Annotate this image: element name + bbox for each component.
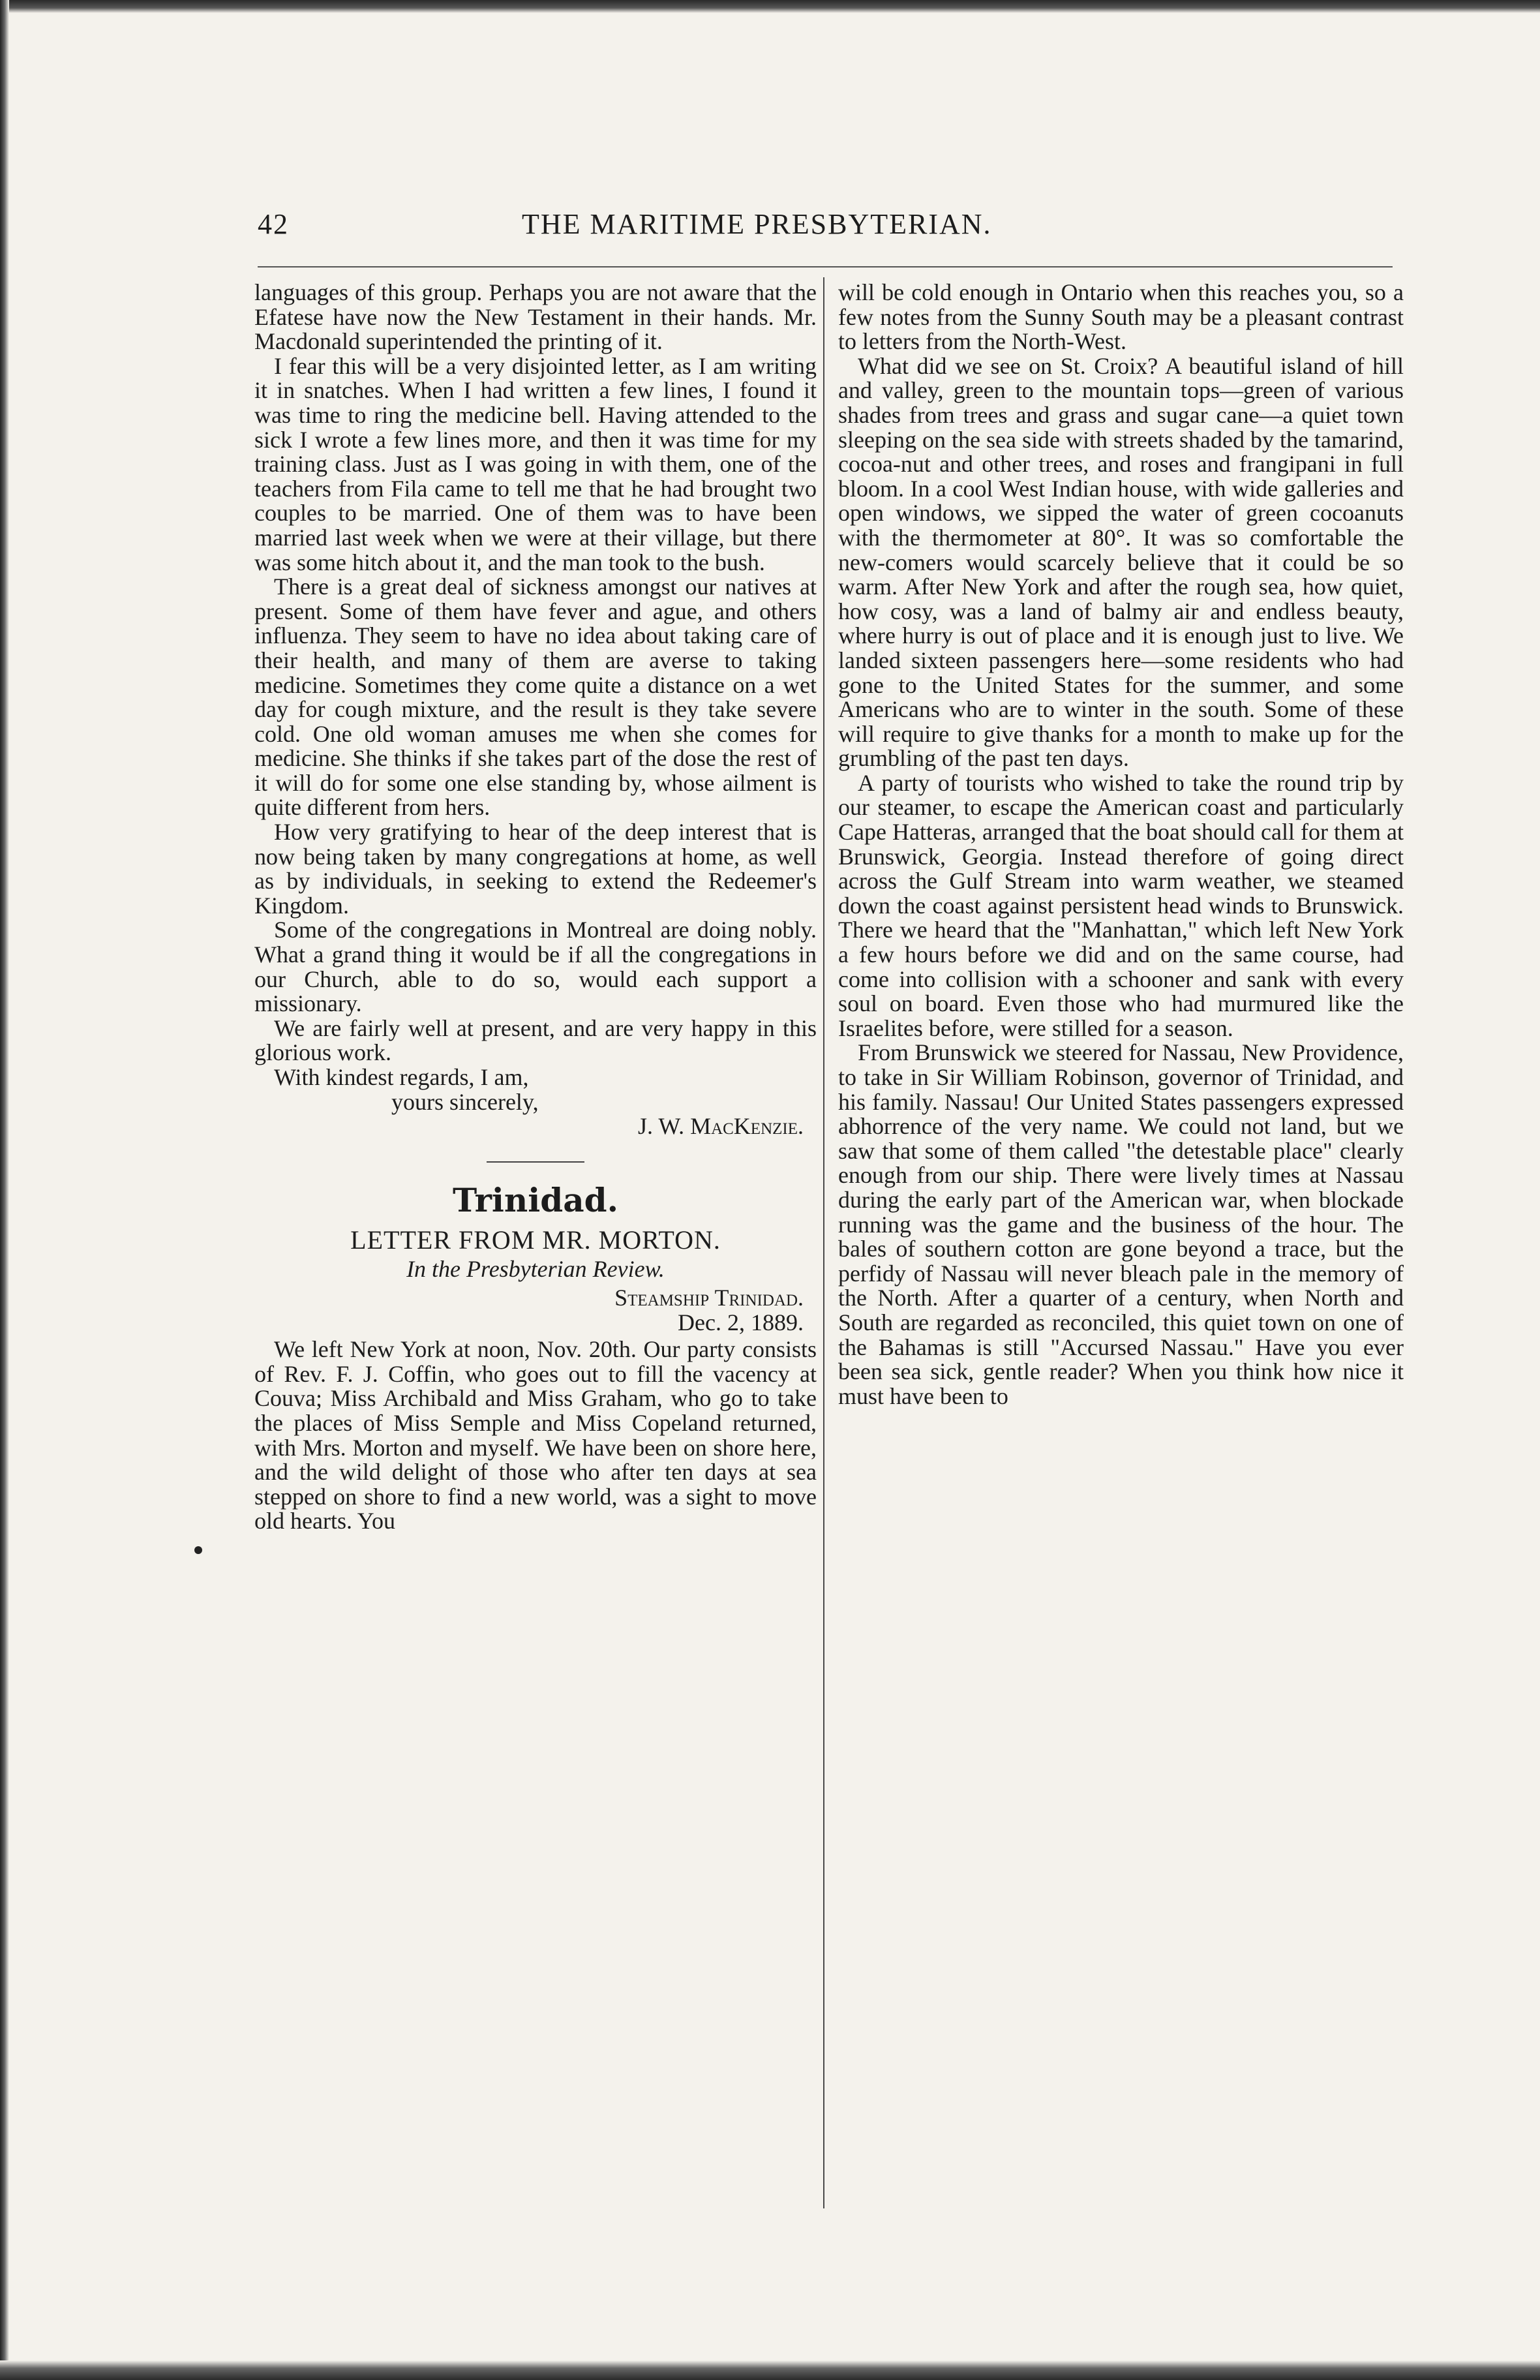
running-head: THE MARITIME PRESBYTERIAN. <box>522 208 992 240</box>
article-title: LETTER FROM MR. MORTON. <box>350 1225 721 1255</box>
paragraph: What did we see on St. Croix? A beautiful island of hill and valley, green to the mountain tops—green of various shades from trees and grass and sugar cane—a quiet town sleeping on the sea side with streets shaded by the tamarind, cocoa-nut and other trees, and roses and frangipani in full bloom. In a cool West Indian house, with wide galleries and open windows, we sipped the water of green cocoanuts with the thermometer at 80°. It was so comfortable the new-comers would scarcely believe that it could be so warm. After New York and after the rough sea, how quiet, how cosy, was a land of balmy air and endless beauty, where hurry is out of place and it is enough just to live. We landed sixteen passengers here—some residents who had gone to the United States for the summer, and some Americans who are to winter in the south. Some of these will require to give thanks for a month to make up for the grumbling of the past ten days. <box>838 352 1404 772</box>
margin-mark <box>194 1546 202 1554</box>
scan-edge-left <box>0 0 9 2380</box>
scan-edge-bottom <box>0 2360 1540 2380</box>
section-divider <box>487 1161 584 1163</box>
header-rule <box>258 266 1393 267</box>
source-note: In the Presbyterian Review. <box>406 1256 665 1283</box>
valediction: yours sincerely, <box>391 1088 539 1115</box>
dateline-date: Dec. 2, 1889. <box>678 1309 804 1335</box>
paragraph: will be cold enough in Ontario when this reaches you, so a few notes from the Sunny South may be a pleasant contrast to letters from the North-West. <box>838 279 1404 355</box>
left-column <box>254 281 817 1534</box>
paragraph: We are fairly well at present, and are very happy in this glorious work. <box>254 1015 817 1066</box>
paragraph: A party of tourists who wished to take the round trip by our steamer, to escape the American coast and particularly Cape Hatteras, arranged that the boat should call for them at Brunswick, Georgia. Instead therefore of going direct across the Gulf Stream into warm weather, we steamed down the coast against persistent head winds to Brunswick. There we heard that the "Manhattan," which left New York a few hours before we did and on the same course, had come into collision with a schooner and sank with every soul on board. Even those who had murmured like the Israelites before, were stilled for a season. <box>838 769 1404 1041</box>
paragraph: We left New York at noon, Nov. 20th. Our party consists of Rev. F. J. Coffin, who goes out to fill the vacency at Couva; Miss Archibald and Miss Graham, who go to take the places of Miss Semple and Miss Copeland returned, with Mrs. Morton and myself. We have been on shore here, and the wild delight of those who after ten days at sea stepped on shore to find a new world, was a sight to move old hearts. You <box>254 1336 817 1534</box>
section-title: Trinidad. <box>453 1180 618 1219</box>
right-column <box>838 281 1404 1409</box>
column-divider <box>823 277 824 2208</box>
page-header <box>258 207 1393 247</box>
paragraph: languages of this group. Perhaps you are not aware that the Efatese have now the New Testament in their hands. Mr. Macdonald superintended the printing of it. <box>254 279 817 355</box>
paragraph: I fear this will be a very disjointed letter, as I am writing it in snatches. When I had written a few lines, I found it was time to ring the medicine bell. Having attended to the sick I wrote a few lines more, and then it was time for my training class. Just as I was going in with them, one of the teachers from Fila came to tell me that he had brought two couples to be married. One of them was to have been married last week when we were at their village, but there was some hitch about it, and the man took to the bush. <box>254 352 817 575</box>
dateline-place: Steamship Trinidad. <box>614 1284 804 1311</box>
closing-line: With kindest regards, I am, <box>274 1064 529 1090</box>
paragraph: There is a great deal of sickness amongst our natives at present. Some of them have fever and ague, and others influenza. They seem to have no idea about taking care of their health, and many of them are averse to taking medicine. Sometimes they come quite a distance on a wet day for cough mixture, and the result is they take severe cold. One old woman amuses me when she comes for medicine. She thinks if she takes part of the dose the rest of it will do for some one else standing by, whose ailment is quite different from hers. <box>254 573 817 821</box>
signature: J. W. MacKenzie. <box>638 1113 804 1140</box>
page-number: 42 <box>258 208 289 240</box>
paragraph: Some of the congregations in Montreal are doing nobly. What a grand thing it would be if all the congregations in our Church, able to do so, would each support a missionary. <box>254 917 817 1017</box>
paragraph: From Brunswick we steered for Nassau, New Providence, to take in Sir William Robinson, governor of Trinidad, and his family. Nassau! Our United States passengers expressed abhorrence of the very name. We could not land, but we saw that some of them called "the detestable place" clearly enough from our ship. There were lively times at Nassau during the early part of the American war, when blockade running was the game and the business of the hour. The bales of southern cotton are gone beyond a trace, but the perfidy of Nassau will never bleach pale in the memory of the North. After a quarter of a century, when North and South are regarded as reconciled, this quiet town on one of the Bahamas is still "Accursed Nassau." Have you ever been sea sick, gentle reader? When you think how nice it must have been to <box>838 1039 1404 1409</box>
scan-edge-top <box>0 0 1540 13</box>
paragraph: How very gratifying to hear of the deep interest that is now being taken by many congregations at home, as well as by individuals, in seeking to extend the Redeemer's Kingdom. <box>254 819 817 919</box>
